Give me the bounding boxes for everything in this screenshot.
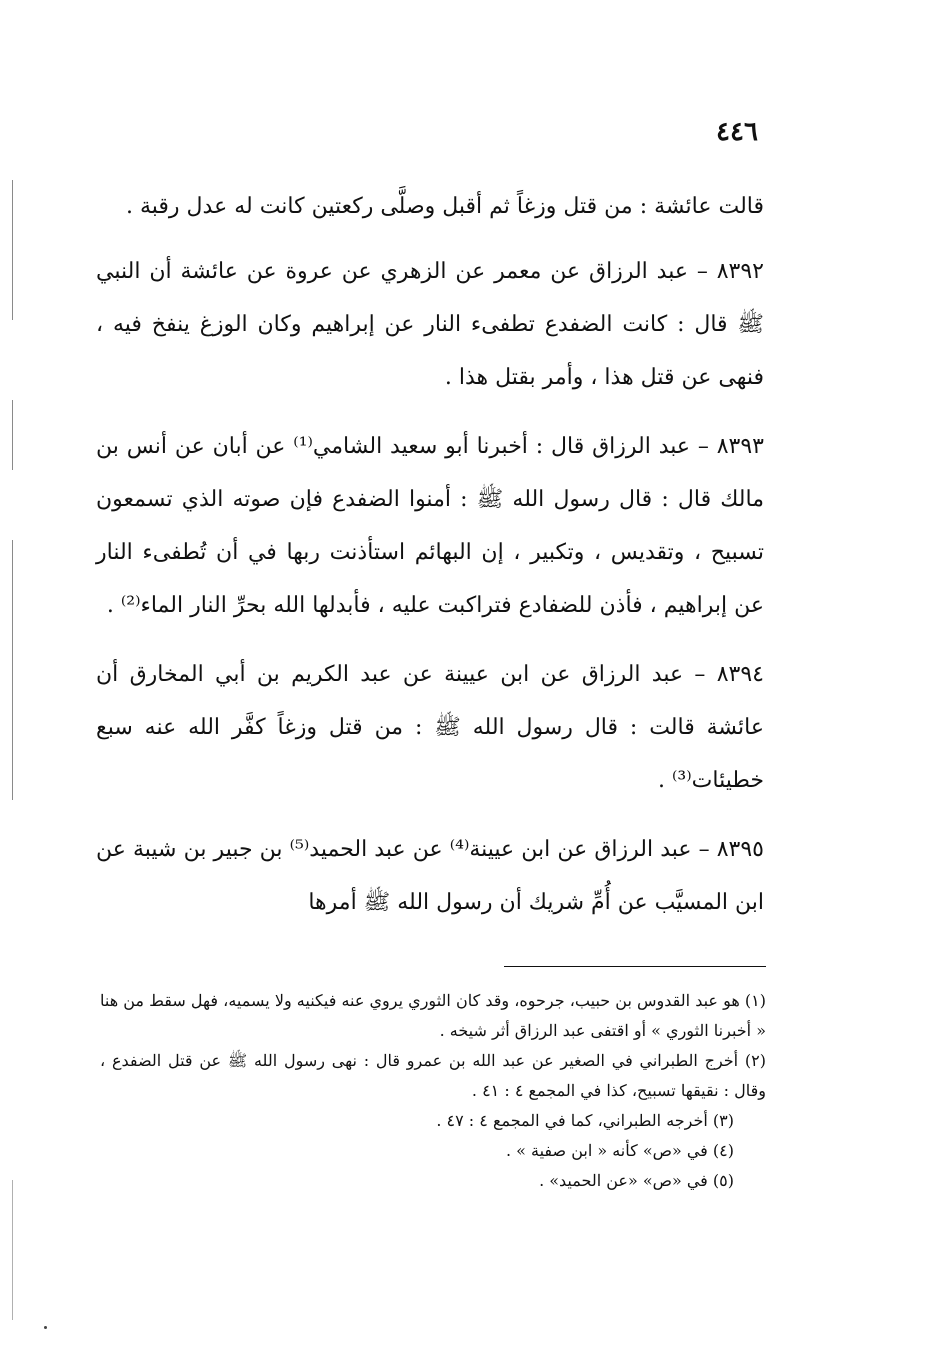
page-number: ٤٤٦	[716, 117, 758, 147]
footnote-2: (٢) أخرج الطبراني في الصغير عن عبد الله بن عمرو قال : نهى رسول الله ﷺ عن قتل الضفدع ، وقال : نقيقها تسبيح، كذا في المجمع ٤ : ٤١ .	[100, 1051, 767, 1100]
footnote-4: (٤) في «ص» كأنه « ابن صفية » .	[505, 1141, 734, 1160]
scan-speck	[44, 1326, 47, 1329]
footnote-5: (٥) في «ص» «عن الحميد» .	[539, 1171, 734, 1190]
footnote-3: (٣) أخرجه الطبراني، كما في المجمع ٤ : ٤٧ .	[436, 1111, 734, 1130]
paragraph-continuation: قالت عائشة : من قتل وزغاً ثم أقبل وصلَّى ركعتين كانت له عدل رقبة .	[126, 194, 764, 219]
scan-edge-line	[12, 1180, 13, 1320]
scan-edge-line	[12, 180, 13, 320]
scan-edge-line	[12, 540, 13, 800]
hadith-8393: ٨٣٩٣ – عبد الرزاق قال : أخبرنا أبو سعيد الشامي⁽¹⁾ عن أبان عن أنس بن مالك قال : قال رسول الله ﷺ : أمنوا الضفدع فإن صوته الذي تسمعون تسبيح ، وتقديس ، وتكبير ، إن البهائم استأذنت ربها في أن تُطفىء النار عن إبراهيم ، فأذن للضفادع فتراكبت عليه ، فأبدلها الله بحرِّ النار الماء⁽²⁾ .	[96, 434, 764, 618]
hadith-8392: ٨٣٩٢ – عبد الرزاق عن معمر عن الزهري عن عروة عن عائشة أن النبي ﷺ قال : كانت الضفدع تطفىء النار عن إبراهيم وكان الوزغ ينفخ فيه ، فنهى عن قتل هذا ، وأمر بقتل هذا .	[96, 259, 764, 390]
footnotes	[100, 986, 766, 1196]
main-text	[96, 180, 764, 945]
footnote-divider	[504, 966, 766, 967]
hadith-8394: ٨٣٩٤ – عبد الرزاق عن ابن عيينة عن عبد الكريم بن أبي المخارق أن عائشة قالت : قال رسول الله ﷺ : من قتل وزغاً كفَّر الله عنه سبع خطيئات⁽³⁾ .	[96, 662, 764, 793]
scan-edge-line	[12, 400, 13, 470]
footnote-1: (١) هو عبد القدوس بن حبيب، جرحوه، وقد كان الثوري يروي عنه فيكنيه ولا يسميه، فهل سقط من هنا « أخبرنا الثوري » أو اقتفى عبد الرزاق أثر شيخه .	[100, 991, 766, 1040]
hadith-8395: ٨٣٩٥ – عبد الرزاق عن ابن عيينة⁽⁴⁾ عن عبد الحميد⁽⁵⁾ بن جبير بن شيبة عن ابن المسيَّب عن أُمِّ شريك أن رسول الله ﷺ أمرها	[96, 837, 764, 915]
